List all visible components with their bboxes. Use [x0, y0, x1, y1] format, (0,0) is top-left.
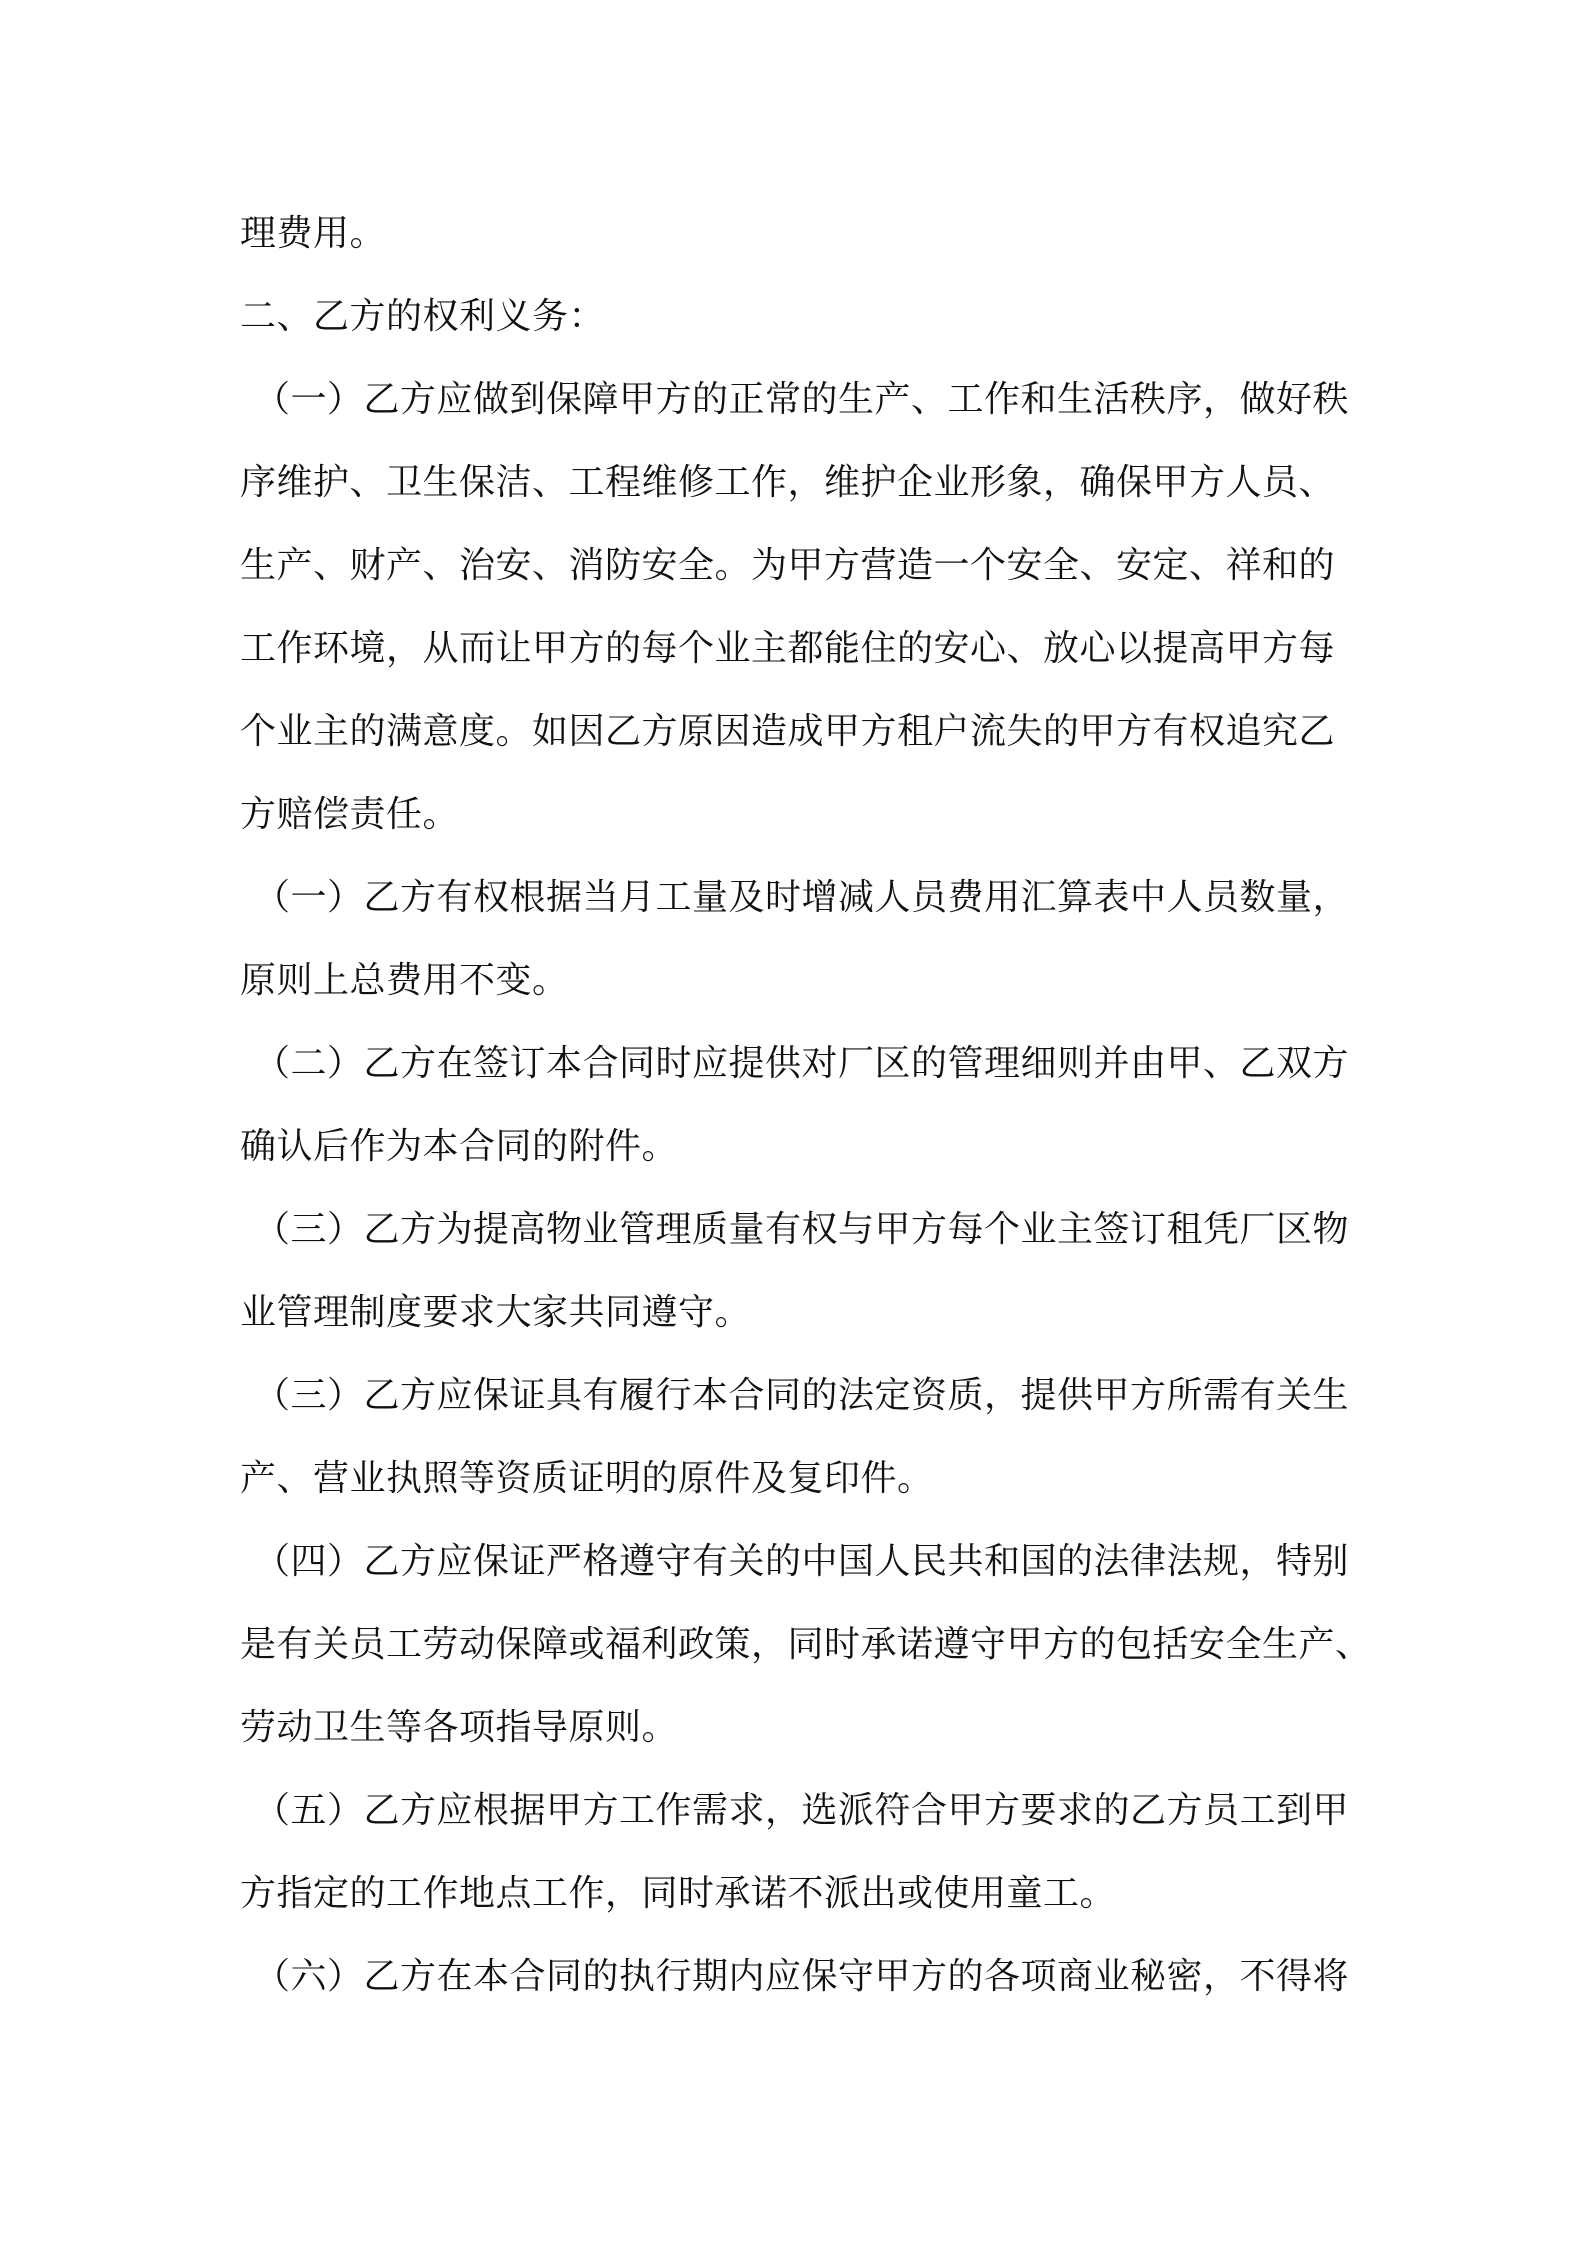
text-line: 方赔偿责任。: [240, 794, 460, 835]
text-line: （三）乙方应保证具有履行本合同的法定资质，提供甲方所需有关生: [254, 1375, 1350, 1416]
text-line: 原则上总费用不变。: [240, 960, 569, 1001]
text-line: （四）乙方应保证严格遵守有关的中国人民共和国的法律法规，特别: [254, 1541, 1350, 1582]
text-line: 工作环境，从而让甲方的每个业主都能住的安心、放心以提高甲方每: [240, 628, 1336, 669]
text-line: （二）乙方在签订本合同时应提供对厂区的管理细则并由甲、乙双方: [254, 1043, 1350, 1084]
text-line: 生产、财产、治安、消防安全。为甲方营造一个安全、安定、祥和的: [240, 545, 1336, 586]
section-heading: 二、乙方的权利义务：: [240, 296, 606, 337]
text-line: 产、营业执照等资质证明的原件及复印件。: [240, 1458, 934, 1499]
text-line: （五）乙方应根据甲方工作需求，选派符合甲方要求的乙方员工到甲: [254, 1790, 1350, 1831]
text-line: 序维护、卫生保洁、工程维修工作，维护企业形象，确保甲方人员、: [240, 462, 1336, 503]
text-line: （一）乙方有权根据当月工量及时增减人员费用汇算表中人员数量，: [254, 877, 1350, 918]
text-line: 个业主的满意度。如因乙方原因造成甲方租户流失的甲方有权追究乙: [240, 711, 1336, 752]
text-line: 劳动卫生等各项指导原则。: [240, 1707, 679, 1748]
text-line: 确认后作为本合同的附件。: [240, 1126, 679, 1167]
text-line: 是有关员工劳动保障或福利政策，同时承诺遵守甲方的包括安全生产、: [240, 1624, 1372, 1665]
contract-text: [240, 192, 1390, 2018]
text-line: 业管理制度要求大家共同遵守。: [240, 1292, 752, 1333]
text-line: （三）乙方为提高物业管理质量有权与甲方每个业主签订租凭厂区物: [254, 1209, 1350, 1250]
text-line: 方指定的工作地点工作，同时承诺不派出或使用童工。: [240, 1873, 1117, 1914]
text-line: 理费用。: [240, 213, 387, 254]
text-line: （六）乙方在本合同的执行期内应保守甲方的各项商业秘密，不得将: [254, 1956, 1350, 1997]
text-line: （一）乙方应做到保障甲方的正常的生产、工作和生活秩序，做好秩: [254, 379, 1350, 420]
